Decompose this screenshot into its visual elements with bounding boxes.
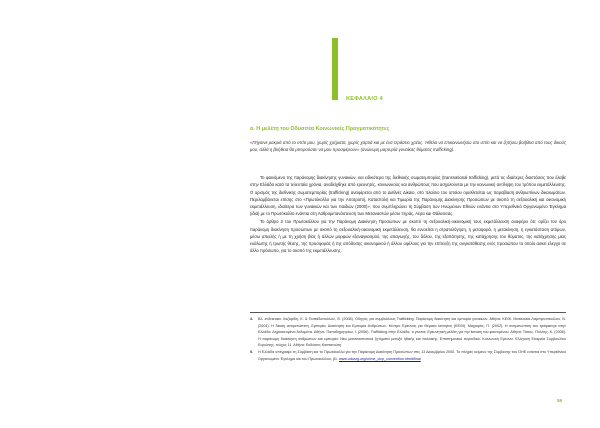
footnote-text: Η Ελλάδα υπέγραψε τη Σύμβαση και το Πρωτόκολλο για την Παράνομη Διακίνηση Προσώπων στις 13 Δεκεμβρίου 2000. Το πλήρες κείμενο της Σύμβασης του ΟΗΕ ενάντια στο Υπερεθνικό Οργανωμένο Έγκλημα και του Πρωτοκόλλου, βλ. [258, 350, 566, 362]
body-paragraph: Το φαινόμενο της παράνομης διακίνησης γυναικών, και ειδικότερα της διεθνικής σωματεμπορίας (transnational trafficking), μετά τις ιδιαίτερες διαστάσεις που έλαβε στην Ελλάδα κατά τα τελευταία χρόνια, αναδείχθηκε από ερευνητές, κοινωνικούς και ανθρώπους που ασχολούνται με την κοινωνική αντίληψη του τρόπου εκμετάλλευσης. Ο ορισμός της διεθνικής σωματεμπορίας (trafficking) αναφέρεται από το Διεθνές Δίκαιο, στο πλαίσιο του οποίου οριοθετείται ως παραβίαση ανθρωπίνων δικαιωμάτων. Περιλαμβάνεται επίσης στο «Πρωτόκολλο για την Αποτροπή, Καταστολή και Τιμωρία της Παράνομης Διακίνησης Προσώπων με σκοπό τη σεξουαλική και οικονομική εκμετάλλευση, ιδιαίτερα των γυναικών και των παιδιών (2000)», που συμπληρώνει τη Σύμβαση των Ηνωμένων Εθνών ενάντια στο Υπερεθνικό Οργανωμένο Έγκλημα (ιδιά) με το Πρωτόκολλο ενάντια στη Λαθρομετανάστευση των Μεταναστών μέσω Ξηράς, Αέρα και Θάλασσας. [250, 175, 566, 217]
footnote [250, 316, 566, 349]
footnote-body [258, 349, 566, 362]
footnote [250, 349, 566, 362]
page-number: 59 [557, 398, 563, 403]
footnote-number: 5. [250, 350, 254, 355]
section-title: α. Η μελέτη του Οδυσσέα Κοινωνικές Πραγματικότητες [250, 126, 390, 132]
chapter-label: ΚΕΦΑΛΑΙΟ 4 [346, 96, 384, 102]
footnote-number: 4. [250, 317, 254, 321]
body-paragraph: Το άρθρο 3 του Πρωτοκόλλου για την Παράνομη Διακίνηση Προσώπων με σκοπό τη σεξουαλική-οικονομική τους εκμετάλλευση αναφέρει ότι: ορίζει τον όρο παράνομη διακίνηση προσώπων με σκοπό τη σεξουαλική-οικονομική εκμετάλλευση, θα εννοείται η στρατολόγηση, η μεταφορά, η μετακίνηση, η εγκατάσταση ατόμων, μέσω απειλής ή με τη χρήση βίας ή άλλων μορφών εξαναγκασμού, της απαγωγής, του δόλου, της εξαπάτησης, της κατάχρησης του θύματος, της κατάχρησης μιας ευάλωτης ή τρωτής θέσης, της προσφοράς ή της απόδοσης οικονομικού ή άλλου οφέλους για την επίτευξη της συγκατάθεσης ενός προσώπου το οποίο ασκεί έλεγχο σε άλλο πρόσωπο, για το σκοπό της εκμετάλλευσης. [250, 219, 566, 254]
body-text [250, 174, 566, 255]
footnotes [250, 316, 566, 363]
footnote-link[interactable]: www.odusrg.org/crime_cicp_convention.html#final [338, 357, 421, 362]
epigraph-quote: «Πήγαινε μακριά από το σπίτι μου, χωρίς χρήματα, χωρίς χαρτιά και με ένα τεράστιο χρέος. Ήθελα να επικοινωνήσω στο σπίτι και να ζητήσω βοήθεια από τους δικούς μου, αλλά η βοήθεια θα μπορούσαν να μου προσφέρουν» (ανώνυμη μαρτυρία γυναίκας θύματος trafficking). [250, 140, 566, 153]
chapter-accent-bar [332, 38, 338, 100]
footnote-text: Βλ. ενδεικτικά: Λαζαρίδη, Κ. & Παπαδοπούλου, Θ. (2008). Οδηγός για συμβούλους Trafficking: Παράνομη διακίνηση και εμπορία γυναικών. Αθήνα: ΚΕΘΙ. Ματσούκα-Λαμπρινοπούλου, Ν. (2004). Η δίκαιη αντιμετώπιση. Εμπορία, Διακίνηση και Εμπορία Ανθρώπων. Κέντρο Έρευνας για Θέματα Ισότητας (ΚΕΘΙ). Μαχαιράς, Π. (2002). Η αντιμετώπιση του τράφικινγκ στην Ελλάδα: Δημοσιευμένα δεδομένα. Αθήνα. Παπαδημητρίου, Ι. (2006). Trafficking στην Ελλάδα, τι γίνεται; Ερευνητική μελέτη για την έκταση του φαινομένου. Αθήνα: Τόπος. Πολίτης. Κ. (2008). Η παράνομη διακίνηση ανθρώπων και εμπορία: Νέα μεταναστευτικά ζητήματα μεταξύ ηθικής και πολιτικής. Επιστημονικό περιοδικό: Κοινωνική Ερευνα. Ελληνική Εταιρεία Συμβουλίου Ευρώπης, τεύχος 11. Αθήνα: Εκδόσεις Καστανιώτη. [258, 317, 566, 348]
footnote-divider [250, 312, 566, 313]
